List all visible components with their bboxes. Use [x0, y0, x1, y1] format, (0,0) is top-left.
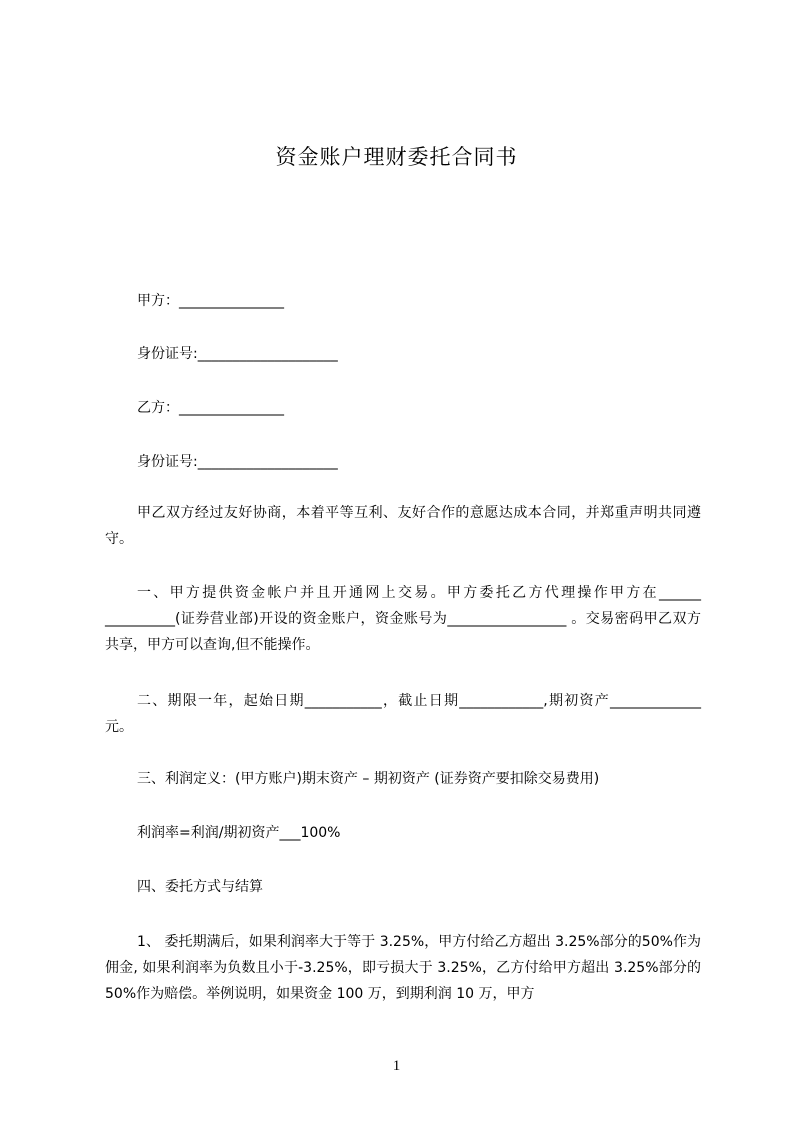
- party-a-id-field: 身份证号:____________________: [137, 346, 338, 362]
- clause-4-heading: 四、委托方式与结算: [137, 879, 263, 895]
- clause-4-1-paragraph: 1、 委托期满后，如果利润率大于等于 3.25%，甲方付给乙方超出 3.25%部分的50%作为佣金, 如果利润率为负数且小于-3.25%，即亏损大于 3.25%，乙方付给甲方超出 3.25%部分的 50%作为赔偿。举例说明，如果资金 100 万，到期利润 10 万，甲方: [105, 934, 701, 1002]
- party-b-id-field: 身份证号:____________________: [137, 454, 338, 470]
- intro-paragraph: 甲乙双方经过友好协商，本着平等互利、友好合作的意愿达成本合同，并郑重声明共同遵守。: [105, 505, 701, 547]
- clause-2-paragraph: 二、期限一年，起始日期___________，截止日期____________,期初资产_____________ 元。: [105, 693, 701, 735]
- page-number: 1: [392, 1058, 401, 1074]
- party-b-field: 乙方：_______________: [137, 400, 284, 416]
- document-title: 资金账户理财委托合同书: [275, 145, 518, 169]
- party-a-field: 甲方：_______________: [137, 293, 284, 309]
- clause-3-paragraph: 三、利润定义：(甲方账户)期末资产 – 期初资产 (证券资产要扣除交易费用): [137, 771, 600, 787]
- clause-1-paragraph: 一、甲方提供资金帐户并且开通网上交易。甲方委托乙方代理操作甲方在______ __________(证券营业部)开设的资金账户，资金账号为_________________ 。交易密码甲乙双方共享，甲方可以查询,但不能操作。: [105, 585, 701, 653]
- profit-rate-line: 利润率=利润/期初资产___100%: [137, 825, 341, 841]
